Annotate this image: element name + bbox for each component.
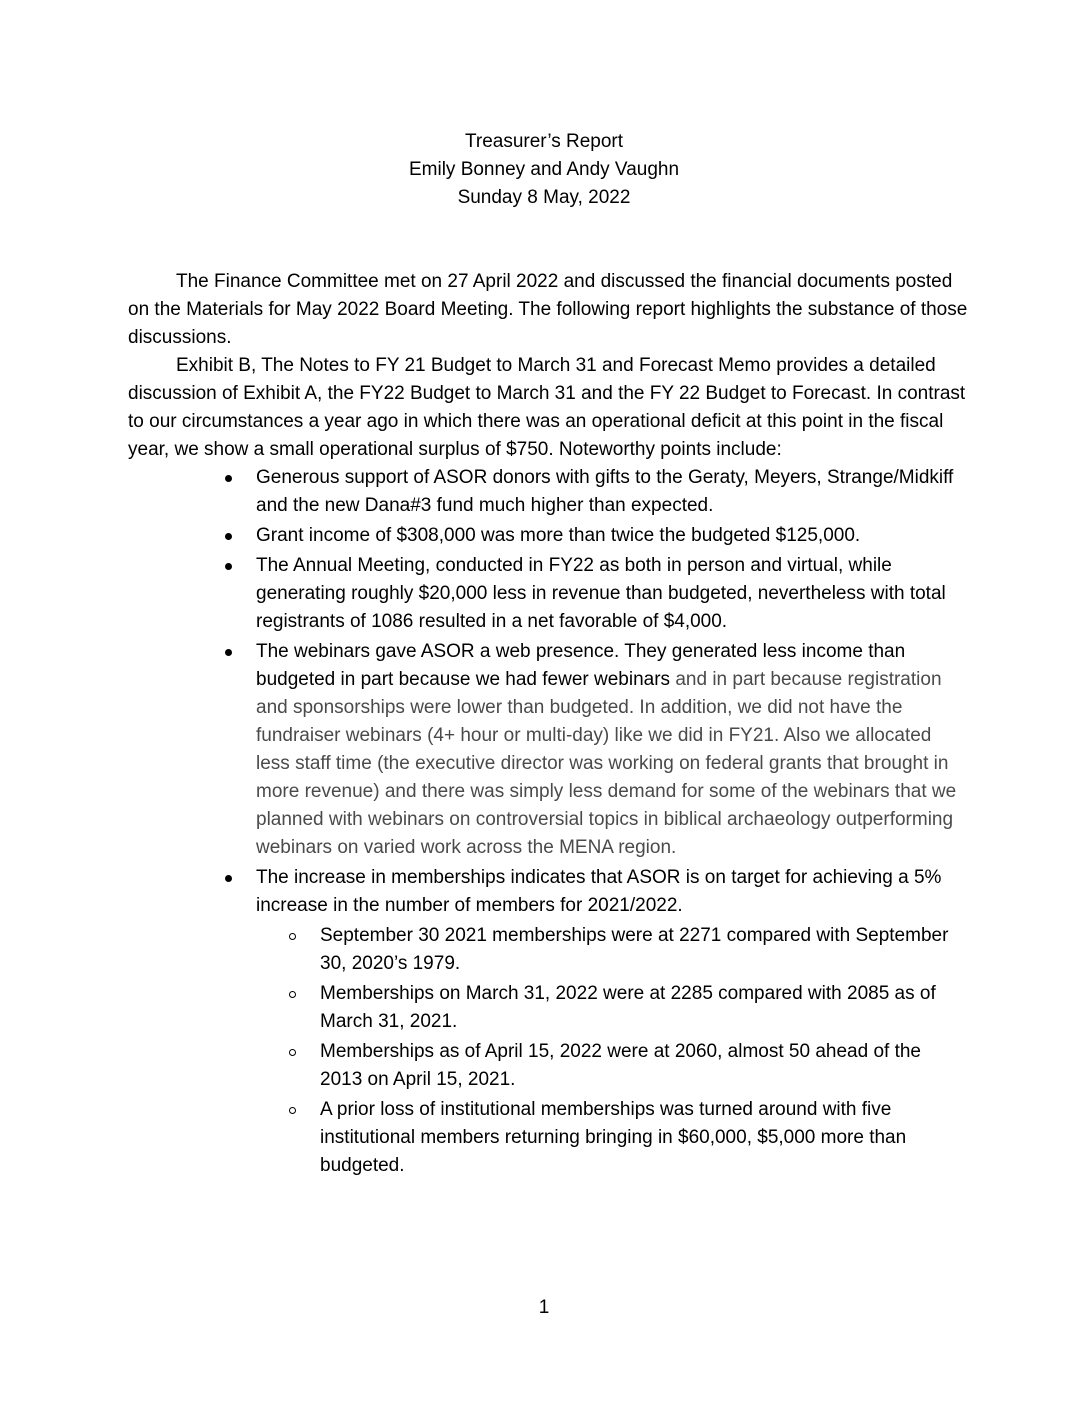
report-title: Treasurer’s Report bbox=[464, 131, 624, 152]
bullet-icon bbox=[225, 649, 232, 656]
hollow-bullet-icon bbox=[289, 1049, 296, 1056]
report-header bbox=[0, 128, 1088, 212]
bullet-text-webinars: The webinars gave ASOR a web presence. They generated less income than budgeted in part because we had fewer webinars bbox=[256, 641, 906, 690]
report-body bbox=[128, 268, 968, 1182]
bullet-text-memberships: The increase in memberships indicates that ASOR is on target for achieving a 5% increase in the number of members for 2021/2022. bbox=[256, 867, 942, 916]
bullet-text: The Annual Meeting, conducted in FY22 as both in person and virtual, while generating roughly $20,000 less in revenue than budgeted, nevertheless with total registrants of 1086 resulted in a net favorable of $4,000. bbox=[256, 555, 946, 632]
bullet-icon bbox=[225, 475, 232, 482]
list-item-memberships bbox=[256, 864, 968, 1180]
hollow-bullet-icon bbox=[289, 991, 296, 998]
sub-bullet-text: A prior loss of institutional memberships was turned around with five institutional members returning bringing in $60,000, $5,000 more than budgeted. bbox=[320, 1099, 907, 1176]
bullet-text: Grant income of $308,000 was more than twice the budgeted $125,000. bbox=[256, 525, 861, 546]
bullet-icon bbox=[225, 533, 232, 540]
sub-bullet-text: Memberships on March 31, 2022 were at 2285 compared with 2085 as of March 31, 2021. bbox=[320, 983, 936, 1032]
hollow-bullet-icon bbox=[289, 933, 296, 940]
sub-list-item bbox=[320, 980, 968, 1036]
paragraph-finance-committee: The Finance Committee met on 27 April 2022 and discussed the financial documents posted on the Materials for May 2022 Board Meeting. The following report highlights the substance of those discussions. bbox=[128, 271, 968, 348]
list-item-webinars bbox=[256, 638, 968, 862]
bullet-icon bbox=[225, 875, 232, 882]
list-item bbox=[256, 552, 968, 636]
report-date: Sunday 8 May, 2022 bbox=[457, 187, 631, 208]
sub-bullet-text: September 30 2021 memberships were at 2271 compared with September 30, 2020’s 1979. bbox=[320, 925, 949, 974]
hollow-bullet-icon bbox=[289, 1107, 296, 1114]
sub-bullet-text: Memberships as of April 15, 2022 were at 2060, almost 50 ahead of the 2013 on April 15, 2021. bbox=[320, 1041, 921, 1090]
list-item bbox=[256, 464, 968, 520]
bullet-text: Generous support of ASOR donors with gifts to the Geraty, Meyers, Strange/Midkiff and the new Dana#3 fund much higher than expected. bbox=[256, 467, 954, 516]
sub-list-item bbox=[320, 922, 968, 978]
bullet-text-webinars-detail: and in part because registration and sponsorships were lower than budgeted. In addition, we did not have the fundraiser webinars (4+ hour or multi-day) like we did in FY21. Also we allocated less staff time (the executive director was working on federal grants that brought in more revenue) and there was simply less demand for some of the webinars that we planned with webinars on controversial topics in biblical archaeology outperforming webinars on varied work across the MENA region. bbox=[256, 669, 957, 858]
paragraph-exhibit-b: Exhibit B, The Notes to FY 21 Budget to March 31 and Forecast Memo provides a detailed discussion of Exhibit A, the FY22 Budget to March 31 and the FY 22 Budget to Forecast. In contrast to our circumstances a year ago in which there was an operational deficit at this point in the fiscal year, we show a small operational surplus of $750. Noteworthy points include: bbox=[128, 355, 966, 460]
list-item bbox=[256, 522, 968, 550]
sub-list-item bbox=[320, 1096, 968, 1180]
sub-list-item bbox=[320, 1038, 968, 1094]
page-number: 1 bbox=[538, 1297, 550, 1318]
membership-sub-list bbox=[256, 922, 968, 1180]
noteworthy-points-list bbox=[128, 464, 968, 1180]
bullet-icon bbox=[225, 563, 232, 570]
report-authors: Emily Bonney and Andy Vaughn bbox=[408, 159, 680, 180]
